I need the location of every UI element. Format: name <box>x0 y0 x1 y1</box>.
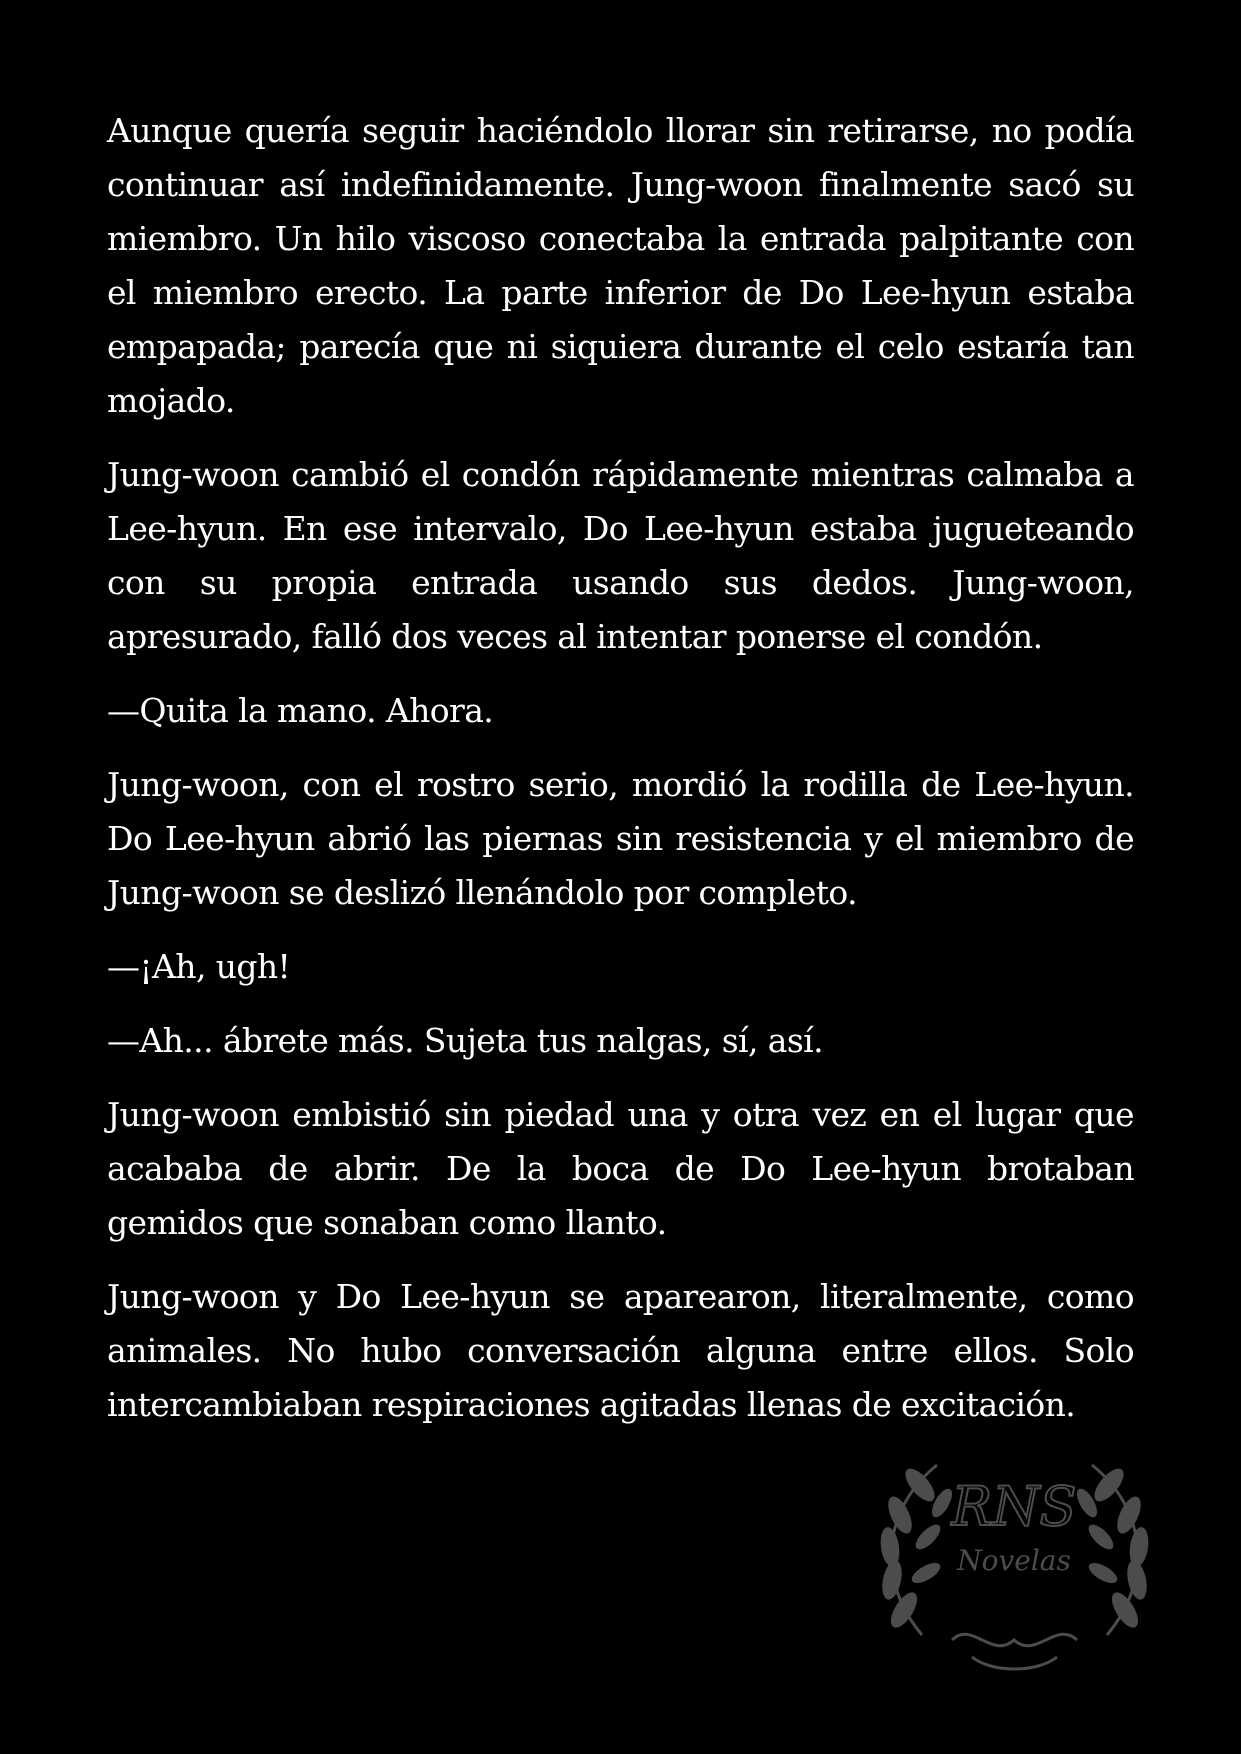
svg-text:Novelas: Novelas <box>957 1544 1071 1577</box>
paragraph-6: —Ah... ábrete más. Sujeta tus nalgas, sí, así. <box>107 1021 824 1060</box>
paragraph-4: Jung-woon, con el rostro serio, mordió la rodilla de Lee-hyun. Do Lee-hyun abrió las piernas sin resistencia y el miembro de Jung-woon se deslizó llenándolo por completo. <box>107 765 1134 912</box>
watermark-logo <box>842 1425 1187 1680</box>
paragraph-7: Jung-woon embistió sin piedad una y otra vez en el lugar que acababa de abrir. De la boca de Do Lee-hyun brotaban gemidos que sonaban como llanto. <box>107 1095 1134 1242</box>
paragraph-3: —Quita la mano. Ahora. <box>107 691 494 730</box>
paragraph-1: Aunque quería seguir haciéndolo llorar sin retirarse, no podía continuar así indefinidamente. Jung-woon finalmente sacó su miembro. Un hilo viscoso conectaba la entrada palpitante con el miembro erecto. La parte inferior de Do Lee-hyun estaba empapada; parecía que ni siquiera durante el celo estaría tan mojado. <box>107 111 1134 420</box>
laurel-wreath-icon <box>842 1425 1187 1680</box>
paragraph-2: Jung-woon cambió el condón rápidamente mientras calmaba a Lee-hyun. En ese intervalo, Do Lee-hyun estaba jugueteando con su propia entrada usando sus dedos. Jung-woon, apresurado, falló dos veces al intentar ponerse el condón. <box>107 455 1134 656</box>
paragraph-8: Jung-woon y Do Lee-hyun se aparearon, literalmente, como animales. No hubo conversación alguna entre ellos. Solo intercambiaban respiraciones agitadas llenas de excitación. <box>107 1277 1134 1424</box>
text-column <box>107 104 1134 1452</box>
svg-text:RNS: RNS <box>951 1475 1077 1538</box>
paragraph-5: —¡Ah, ugh! <box>107 947 291 986</box>
